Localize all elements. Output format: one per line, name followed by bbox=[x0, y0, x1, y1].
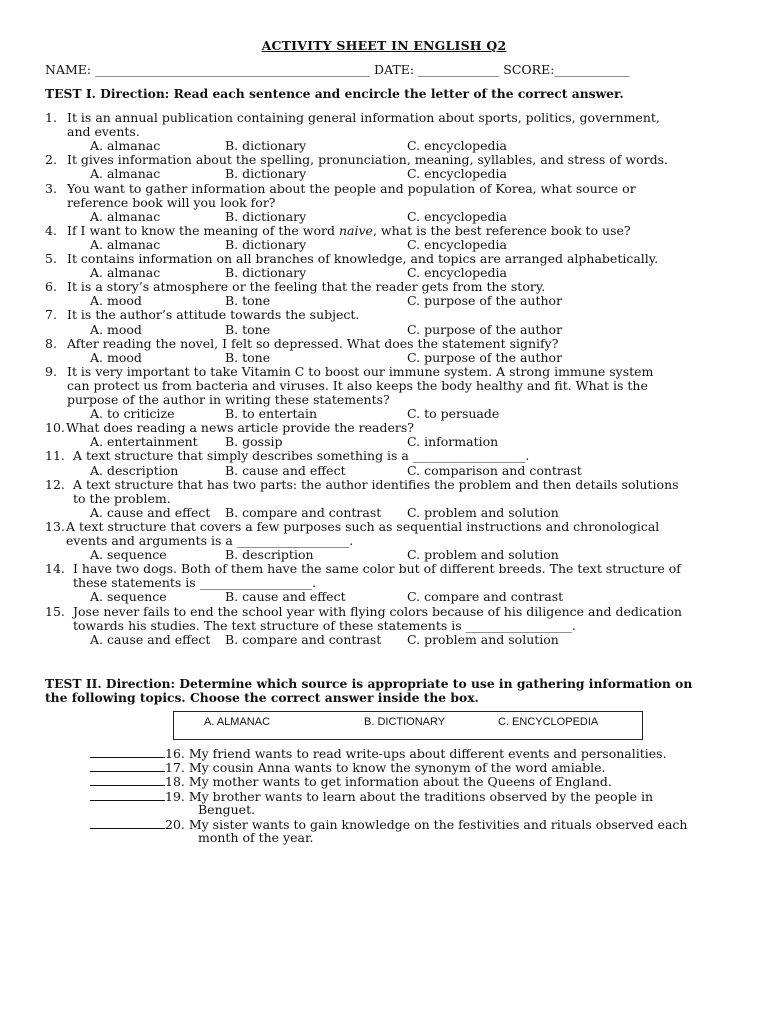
answer-options bbox=[45, 407, 735, 421]
page-title: ACTIVITY SHEET IN ENGLISH Q2 bbox=[261, 38, 507, 53]
test2-item-18 bbox=[90, 774, 730, 789]
option-c[interactable]: C. comparison and contrast bbox=[407, 462, 582, 478]
option-b[interactable]: B. dictionary bbox=[225, 138, 307, 154]
question-text bbox=[67, 224, 727, 238]
option-a[interactable]: A. almanac bbox=[90, 138, 161, 154]
question-5 bbox=[45, 252, 735, 266]
answer-options bbox=[45, 323, 735, 337]
test2-direction-line1: TEST II. Direction: Determine which source is appropriate to use in gathering information on bbox=[45, 676, 693, 691]
option-c[interactable]: C. encyclopedia bbox=[407, 138, 507, 154]
answer-options bbox=[45, 167, 735, 181]
item-text: 16. My friend wants to read write-ups about different events and personalities. bbox=[165, 746, 667, 761]
question-number: 15. bbox=[45, 603, 65, 619]
question-text: these statements is __________________. bbox=[73, 575, 317, 591]
option-a[interactable]: A. mood bbox=[90, 321, 142, 337]
answer-options bbox=[45, 548, 735, 562]
test2-item-16 bbox=[90, 746, 730, 761]
option-b[interactable]: B. dictionary bbox=[225, 208, 307, 224]
question-number: 8. bbox=[45, 335, 57, 351]
option-b[interactable]: B. cause and effect bbox=[225, 462, 346, 478]
question-number: 2. bbox=[45, 152, 57, 168]
question-text: Jose never fails to end the school year with flying colors because of his diligence and dedication bbox=[73, 603, 682, 619]
option-b[interactable]: B. gossip bbox=[225, 434, 283, 450]
option-c[interactable]: C. purpose of the author bbox=[407, 321, 563, 337]
option-a[interactable]: A. sequence bbox=[90, 547, 167, 563]
option-a[interactable]: A. almanac bbox=[90, 166, 161, 182]
question-6 bbox=[45, 280, 735, 294]
question-10 bbox=[45, 421, 735, 435]
option-c[interactable]: C. compare and contrast bbox=[407, 589, 564, 605]
answer-options bbox=[45, 139, 735, 153]
question-text: A text structure that covers a few purposes such as sequential instructions and chronological bbox=[66, 518, 660, 534]
italic-word: naive bbox=[338, 222, 373, 238]
option-c[interactable]: C. problem and solution bbox=[407, 631, 559, 647]
option-b[interactable]: B. tone bbox=[225, 349, 271, 365]
question-number: 5. bbox=[45, 251, 57, 266]
option-a[interactable]: A. description bbox=[90, 462, 179, 478]
answer-choices-box bbox=[173, 711, 643, 740]
option-a[interactable]: A. sequence bbox=[90, 589, 167, 605]
question-number: 14. bbox=[45, 561, 65, 577]
answer-options bbox=[45, 633, 735, 647]
option-b[interactable]: B. description bbox=[225, 547, 314, 563]
option-b[interactable]: B. dictionary bbox=[225, 236, 307, 252]
question-15 bbox=[45, 605, 735, 633]
option-c[interactable]: C. problem and solution bbox=[407, 547, 559, 563]
answer-options bbox=[45, 266, 735, 280]
question-3 bbox=[45, 182, 735, 210]
item-text: 18. My mother wants to get information about the Queens of England. bbox=[165, 774, 612, 790]
option-a[interactable]: A. almanac bbox=[90, 265, 161, 281]
option-b[interactable]: B. compare and contrast bbox=[225, 504, 382, 520]
question-text: It is a story’s atmosphere or the feeling that the reader gets from the story. bbox=[67, 279, 546, 295]
test1-direction: TEST I. Direction: Read each sentence and encircle the letter of the correct answer. bbox=[45, 86, 624, 101]
question-text-post: , what is the best reference book to use? bbox=[372, 222, 631, 238]
question-number: 3. bbox=[45, 180, 57, 196]
question-number: 4. bbox=[45, 222, 57, 238]
answer-options bbox=[45, 210, 735, 224]
name-date-score-line: NAME: ____________________________________________ DATE: _____________ SCORE:____________ bbox=[45, 62, 630, 77]
question-number: 9. bbox=[45, 363, 57, 379]
item-continuation: Benguet. bbox=[198, 801, 256, 817]
answer-blank[interactable] bbox=[90, 789, 165, 801]
question-8 bbox=[45, 337, 735, 351]
choice-dictionary: B. DICTIONARY bbox=[364, 716, 446, 728]
answer-options bbox=[45, 238, 735, 252]
question-text: events and arguments is a __________________. bbox=[66, 532, 354, 548]
question-1 bbox=[45, 111, 735, 139]
option-c[interactable]: C. encyclopedia bbox=[407, 236, 507, 252]
option-b[interactable]: B. dictionary bbox=[225, 166, 307, 182]
option-a[interactable]: A. almanac bbox=[90, 236, 161, 252]
question-13 bbox=[45, 520, 735, 548]
question-number: 10. bbox=[45, 420, 65, 436]
answer-options bbox=[45, 351, 735, 365]
question-text: A text structure that has two parts: the author identifies the problem and then details solutions bbox=[73, 476, 679, 492]
option-c[interactable]: C. purpose of the author bbox=[407, 349, 563, 365]
test2-direction-line2: the following topics. Choose the correct answer inside the box. bbox=[45, 690, 479, 705]
option-a[interactable]: A. cause and effect bbox=[90, 504, 211, 520]
option-c[interactable]: C. problem and solution bbox=[407, 504, 559, 520]
option-c[interactable]: C. purpose of the author bbox=[407, 293, 563, 309]
question-number: 11. bbox=[45, 448, 65, 464]
question-number: 12. bbox=[45, 476, 65, 492]
option-a[interactable]: A. cause and effect bbox=[90, 631, 211, 647]
question-text: purpose of the author in writing these statements? bbox=[67, 391, 390, 407]
item-text: 19. My brother wants to learn about the traditions observed by the people in bbox=[165, 788, 654, 804]
item-text-continued bbox=[90, 803, 730, 817]
question-text: towards his studies. The text structure of these statements is _________________. bbox=[73, 617, 576, 633]
question-number: 7. bbox=[45, 307, 57, 323]
question-text: After reading the novel, I felt so depressed. What does the statement signify? bbox=[67, 335, 559, 351]
option-b[interactable]: B. cause and effect bbox=[225, 589, 346, 605]
option-b[interactable]: B. tone bbox=[225, 293, 271, 309]
answer-blank[interactable] bbox=[90, 760, 165, 772]
option-b[interactable]: B. compare and contrast bbox=[225, 631, 382, 647]
answer-blank[interactable] bbox=[90, 817, 165, 829]
answer-blank[interactable] bbox=[90, 774, 165, 786]
option-c[interactable]: C. encyclopedia bbox=[407, 265, 507, 281]
answer-options bbox=[45, 464, 735, 478]
option-c[interactable]: C. encyclopedia bbox=[407, 166, 507, 182]
question-14 bbox=[45, 562, 735, 590]
answer-options bbox=[45, 506, 735, 520]
choice-encyclopedia: C. ENCYCLOPEDIA bbox=[498, 716, 599, 728]
question-text: can protect us from bacteria and viruses. It also keeps the body healthy and fit. What is the bbox=[67, 377, 648, 393]
answer-options bbox=[45, 294, 735, 308]
item-text-continued bbox=[90, 831, 730, 845]
question-text: It is an annual publication containing general information about sports, politics, government, bbox=[67, 110, 660, 125]
option-b[interactable]: B. dictionary bbox=[225, 265, 307, 281]
question-2 bbox=[45, 153, 735, 167]
question-text-pre: If I want to know the meaning of the word bbox=[67, 222, 339, 238]
question-text: A text structure that simply describes something is a __________________. bbox=[73, 448, 530, 464]
item-text: 17. My cousin Anna wants to know the synonym of the word amiable. bbox=[165, 760, 606, 776]
option-c[interactable]: C. information bbox=[407, 434, 499, 450]
question-9 bbox=[45, 365, 735, 407]
option-a[interactable]: A. mood bbox=[90, 293, 142, 309]
question-number: 6. bbox=[45, 279, 57, 295]
question-text: You want to gather information about the people and population of Korea, what source or bbox=[67, 180, 636, 196]
question-text: to the problem. bbox=[73, 490, 171, 506]
question-4 bbox=[45, 224, 735, 238]
option-a[interactable]: A. entertainment bbox=[90, 434, 198, 450]
answer-options bbox=[45, 435, 735, 449]
option-b[interactable]: B. to entertain bbox=[225, 406, 318, 422]
question-number: 1. bbox=[45, 110, 57, 125]
answer-options bbox=[45, 590, 735, 604]
option-b[interactable]: B. tone bbox=[225, 321, 271, 337]
question-12 bbox=[45, 478, 735, 506]
option-c[interactable]: C. to persuade bbox=[407, 406, 500, 422]
question-7 bbox=[45, 308, 735, 322]
question-text: It is very important to take Vitamin C to boost our immune system. A strong immune system bbox=[67, 363, 654, 379]
question-11 bbox=[45, 449, 735, 463]
question-text: It gives information about the spelling, pronunciation, meaning, syllables, and stress of words. bbox=[67, 152, 669, 168]
option-c[interactable]: C. encyclopedia bbox=[407, 208, 507, 224]
question-text: What does reading a news article provide the readers? bbox=[66, 420, 414, 436]
option-a[interactable]: A. almanac bbox=[90, 208, 161, 224]
question-text: and events. bbox=[67, 124, 140, 140]
option-a[interactable]: A. to criticize bbox=[90, 406, 175, 422]
item-continuation: month of the year. bbox=[198, 830, 314, 846]
question-text: I have two dogs. Both of them have the same color but of different breeds. The text structure of bbox=[73, 561, 681, 577]
question-text: It contains information on all branches of knowledge, and topics are arranged alphabetically. bbox=[67, 251, 659, 266]
question-text: It is the author’s attitude towards the subject. bbox=[67, 307, 360, 323]
answer-blank[interactable] bbox=[90, 746, 165, 758]
question-number: 13. bbox=[45, 518, 65, 534]
option-a[interactable]: A. mood bbox=[90, 349, 142, 365]
choice-almanac: A. ALMANAC bbox=[204, 716, 271, 728]
test2-item-17 bbox=[90, 760, 730, 775]
question-text: reference book will you look for? bbox=[67, 194, 276, 210]
item-text: 20. My sister wants to gain knowledge on the festivities and rituals observed each bbox=[165, 817, 688, 832]
